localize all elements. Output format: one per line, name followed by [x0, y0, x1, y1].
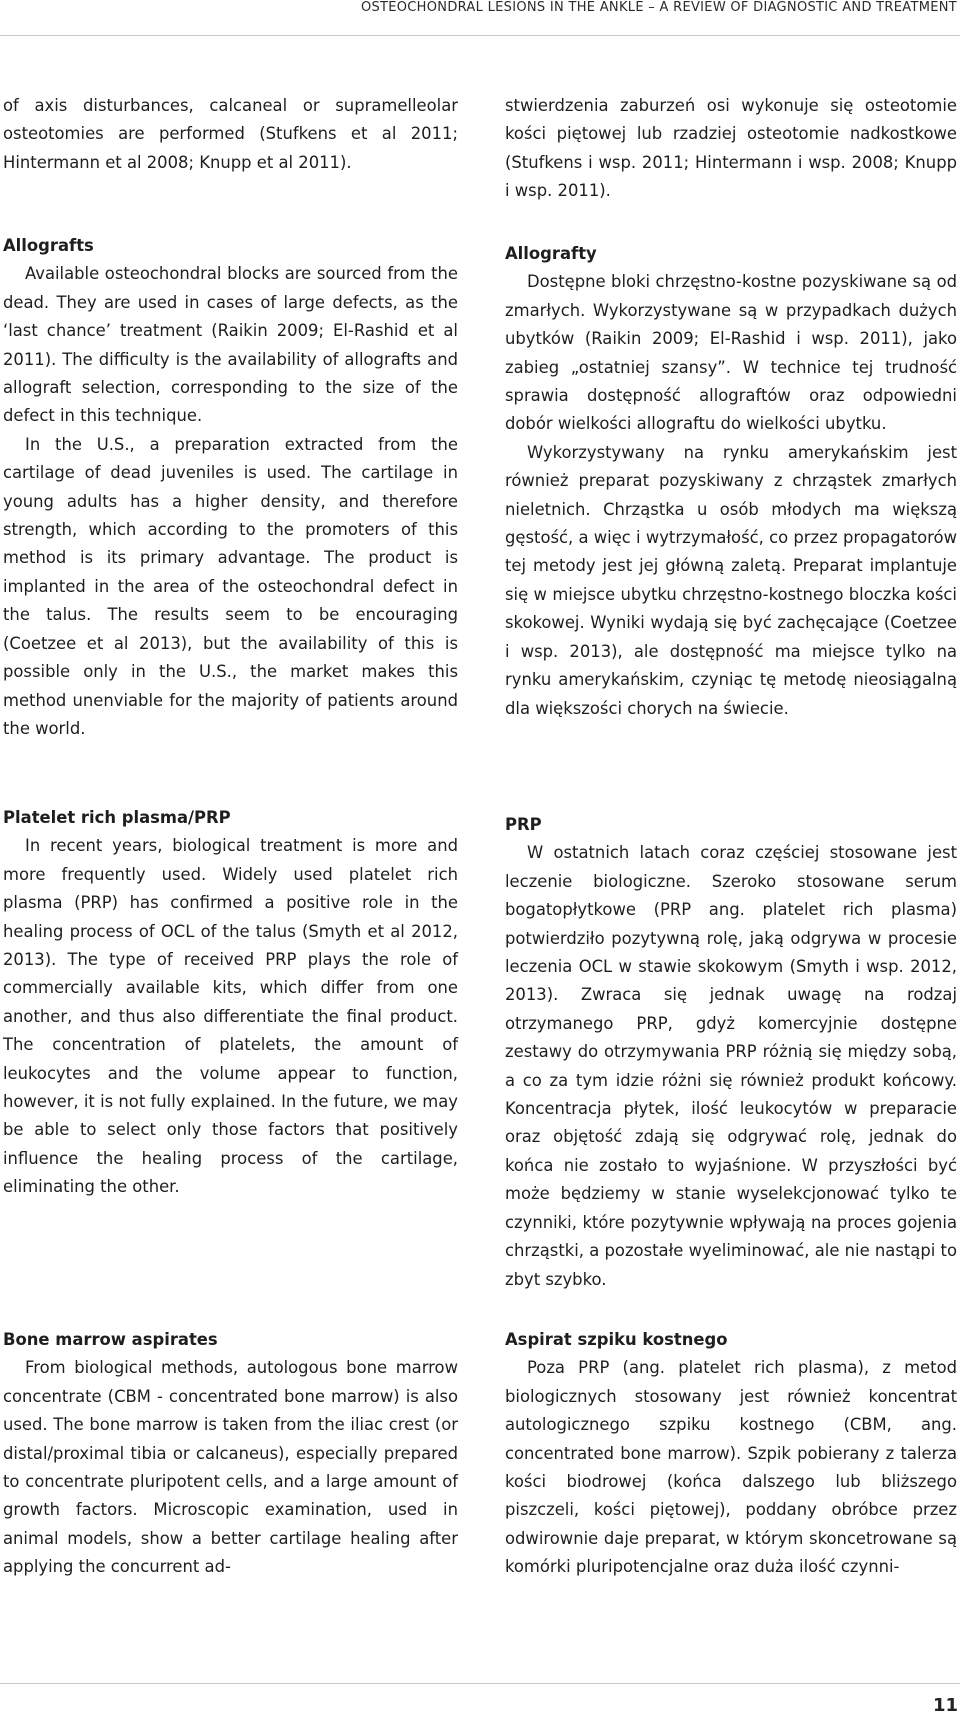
running-header: OSTEOCHONDRAL LESIONS IN THE ANKLE – A REVIEW OF DIAGNOSTIC AND TREATMENT [360, 0, 957, 15]
english-prp-heading: Platelet rich plasma/PRP [3, 808, 231, 827]
polish-prp-heading: PRP [505, 815, 542, 834]
polish-prp-paragraph: W ostatnich latach coraz częściej stosowane jest leczenie biologiczne. Szeroko stosowane serum bogatopłytkowe (PRP ang. platelet rich plasma) potwierdziło pozytywną rolę, jaką odgrywa w procesie leczenia OCL w stawie skokowym (Smyth i wsp. 2012, 2013). Zwraca się jednak uwagę na rodzaj otrzymanego PRP, gdyż komercyjnie dostępne zestawy do otrzymywania PRP różnią się między sobą, a co za tym idzie różni się również produkt końcowy. Koncentracja płytek, ilość leukocytów w preparacie oraz objętość zdają się odgrywać rolę, jednak do końca nie zostało to wyjaśnione. W przyszłości być może będziemy w stanie wyselekcjonować tylko te czynniki, które pozytywnie wpływają na proces gojenia chrząstki, a pozostałe wyeliminować, ale nie nastąpi to zbyt szybko. [505, 843, 957, 1289]
polish-bone-marrow-section [505, 1326, 957, 1582]
polish-intro [505, 92, 957, 206]
english-prp-section [3, 804, 458, 1202]
polish-allografts-paragraph-2: Wykorzystywany na rynku amerykańskim jest również preparat pozyskiwany z chrząstek zmarłych nieletnich. Chrząstka u osób młodych ma większą gęstość, a więc i wytrzymałość, co przez propagatorów tej metody jest jej główną zaletą. Preparat implantuje się w miejsce ubytku chrzęstno-kostnego bloczka kości skokowej. Wyniki wydają się być zachęcające (Coetzee i wsp. 2013), ale dostępność ma miejsce tylko na rynku amerykańskim, czyniąc tę metodę nieosiągalną dla większości chorych na świecie. [505, 442, 957, 718]
english-allografts-paragraph-1: Available osteochondral blocks are sourced from the dead. They are used in cases of large defects, as the ‘last chance’ treatment (Raikin 2009; El-Rashid et al 2011). The difficulty is the availability of allografts and allograft selection, corresponding to the size of the defect in this technique. [3, 264, 458, 426]
english-allografts-heading: Allografts [3, 236, 94, 255]
polish-bone-marrow-heading: Aspirat szpiku kostnego [505, 1330, 728, 1349]
footer-divider [0, 1683, 960, 1684]
english-intro [3, 92, 458, 177]
page-number: 11 [932, 1695, 958, 1716]
english-bone-marrow-heading: Bone marrow aspirates [3, 1330, 218, 1349]
english-bone-marrow-paragraph: From biological methods, autologous bone marrow concentrate (CBM - concentrated bone marrow) is also used. The bone marrow is taken from the iliac crest (or distal/proximal tibia or calcaneus), especially prepared to concentrate pluripotent cells, and a large amount of growth factors. Microscopic examination, used in animal models, show a better cartilage healing after applying the concurrent ad- [3, 1358, 458, 1577]
header-divider [0, 35, 960, 36]
english-intro-paragraph: of axis disturbances, calcaneal or supramelleolar osteotomies are performed (Stufkens et al 2011; Hintermann et al 2008; Knupp et al 2011). [3, 96, 458, 172]
polish-prp-section [505, 811, 957, 1294]
english-prp-paragraph: In recent years, biological treatment is more and more frequently used. Widely used platelet rich plasma (PRP) has confirmed a positive role in the healing process of OCL of the talus (Smyth et al 2012, 2013). The type of received PRP plays the role of commercially available kits, which differ from one another, and thus also differentiate the final product. The concentration of platelets, the amount of leukocytes and the volume appear to function, however, it is not fully explained. In the future, we may be able to select only those factors that positively influence the healing process of the cartilage, eliminating the other. [3, 836, 458, 1197]
polish-allografts-heading: Allografty [505, 244, 597, 263]
polish-allografts-section [505, 240, 957, 723]
polish-bone-marrow-paragraph: Poza PRP (ang. platelet rich plasma), z metod biologicznych stosowany jest również koncentrat autologicznego szpiku kostnego (CBM, ang. concentrated bone marrow). Szpik pobierany z talerza kości biodrowej (końca dalszego lub bliższego piszczeli, kości piętowej), poddany obróbce przez odwirownie daje preparat, w którym skoncetrowane są komórki pluripotencjalne oraz duża ilość czynni- [505, 1358, 957, 1577]
english-allografts-paragraph-2: In the U.S., a preparation extracted from the cartilage of dead juveniles is used. The cartilage in young adults has a higher density, and therefore strength, which according to the promoters of this method is its primary advantage. The product is implanted in the area of the osteochondral defect in the talus. The results seem to be encouraging (Coetzee et al 2013), but the availability of this is possible only in the U.S., the market makes this method unenviable for the majority of patients around the world. [3, 434, 458, 738]
polish-intro-paragraph: stwierdzenia zaburzeń osi wykonuje się osteotomie kości piętowej lub rzadziej osteotomie nadkostkowe (Stufkens i wsp. 2011; Hintermann i wsp. 2008; Knupp i wsp. 2011). [505, 96, 957, 201]
english-allografts-section [3, 232, 458, 743]
polish-allografts-paragraph-1: Dostępne bloki chrzęstno-kostne pozyskiwane są od zmarłych. Wykorzystywane są w przypadkach dużych ubytków (Raikin 2009; El-Rashid i wsp. 2011), jako zabieg „ostatniej szansy”. W technice tej trudność sprawia dostępność allograftów oraz odpowiedni dobór wielkości allograftu do wielkości ubytku. [505, 272, 957, 434]
english-bone-marrow-section [3, 1326, 458, 1582]
